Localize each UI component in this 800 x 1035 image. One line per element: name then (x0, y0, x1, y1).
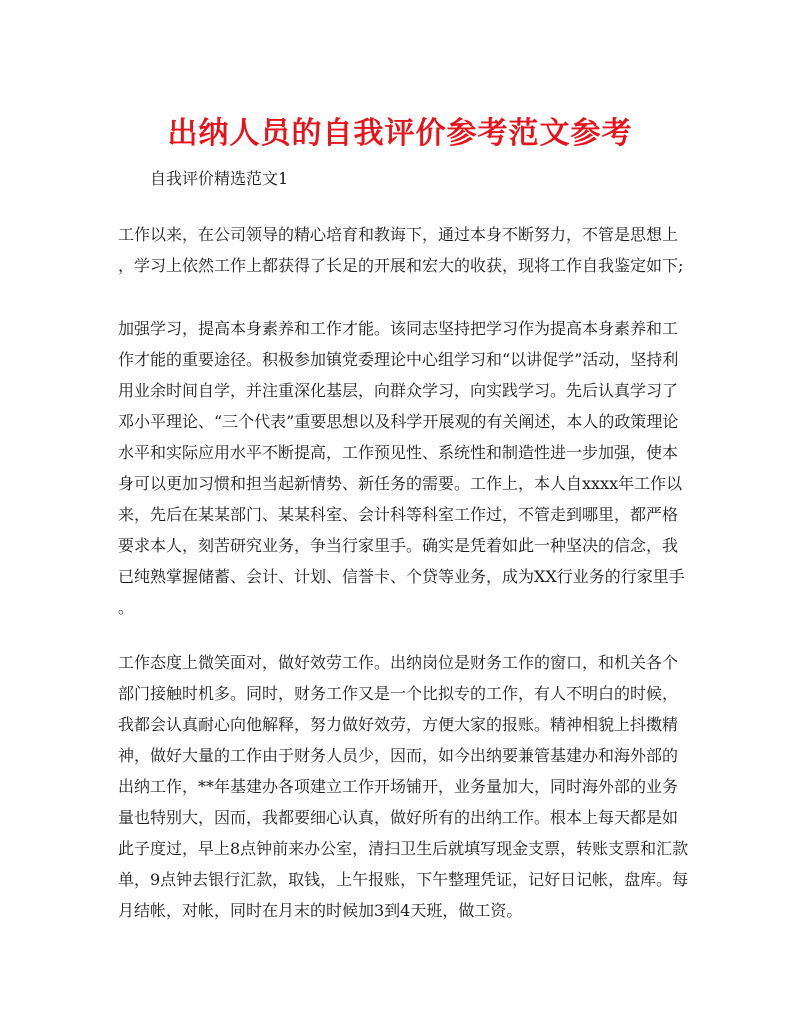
document-subtitle: 自我评价精选范文1 (150, 169, 289, 188)
document-title: 出纳人员的自我评价参考范文参考 (167, 116, 633, 151)
text-line: 量也特别大，因而，我都要细心认真，做好所有的出纳工作。根本上每天都是如 (118, 808, 679, 827)
text-line: 此子度过，早上8点钟前来办公室，清扫卫生后就填写现金支票，转账支票和汇款 (118, 839, 688, 858)
paragraph-attitude (118, 647, 688, 926)
text-line: 邓小平理论、“三个代表”重要思想以及科学开展观的有关阐述，本人的政策理论 (118, 412, 679, 431)
text-line: 月结帐，对帐，同时在月末的时候加3到4天班，做工资。 (118, 901, 523, 920)
text-line: 身可以更加习惯和担当起新情势、新任务的需要。工作上，本人自xxxx年工作以 (118, 474, 683, 493)
text-line: 神，做好大量的工作由于财务人员少，因而，如今出纳要兼管基建办和海外部的 (118, 746, 679, 765)
paragraph-intro (118, 219, 688, 281)
text-line: 已纯熟掌握储蓄、会计、计划、信誉卡、个贷等业务，成为XX行业务的行家里手 (118, 567, 685, 586)
text-line: 出纳工作，**年基建办各项建立工作开场铺开，业务量加大，同时海外部的业务 (118, 777, 679, 796)
text-line: 工作态度上微笑面对，做好效劳工作。出纳岗位是财务工作的窗口，和机关各个 (118, 653, 679, 672)
paragraph-study (118, 313, 688, 623)
text-line: ，学习上依然工作上都获得了长足的开展和宏大的收获，现将工作自我鉴定如下; (118, 256, 684, 275)
text-line: 用业余时间自学，并注重深化基层，向群众学习，向实践学习。先后认真学习了 (118, 381, 679, 400)
text-line: 作才能的重要途径。积极参加镇党委理论中心组学习和“以讲促学”活动，坚持利 (118, 350, 679, 369)
text-line: 水平和实际应用水平不断提高，工作预见性、系统性和制造性进一步加强，使本 (118, 443, 679, 462)
text-line: 要求本人，刻苦研究业务，争当行家里手。确实是凭着如此一种坚决的信念，我 (118, 536, 679, 555)
text-line: 部门接触时机多。同时，财务工作又是一个比拟专的工作，有人不明白的时候， (118, 684, 679, 703)
text-line: 工作以来，在公司领导的精心培育和教诲下，通过本身不断努力，不管是思想上 (118, 225, 679, 244)
text-line: 。 (118, 598, 135, 617)
text-line: 加强学习，提高本身素养和工作才能。该同志坚持把学习作为提高本身素养和工 (118, 319, 679, 338)
text-line: 来，先后在某某部门、某某科室、会计科等科室工作过，不管走到哪里，都严格 (118, 505, 679, 524)
text-line: 我都会认真耐心向他解释，努力做好效劳，方便大家的报账。精神相貌上抖擞精 (118, 715, 679, 734)
text-line: 单，9点钟去银行汇款，取钱，上午报账，下午整理凭证，记好日记帐，盘库。每 (118, 870, 688, 889)
